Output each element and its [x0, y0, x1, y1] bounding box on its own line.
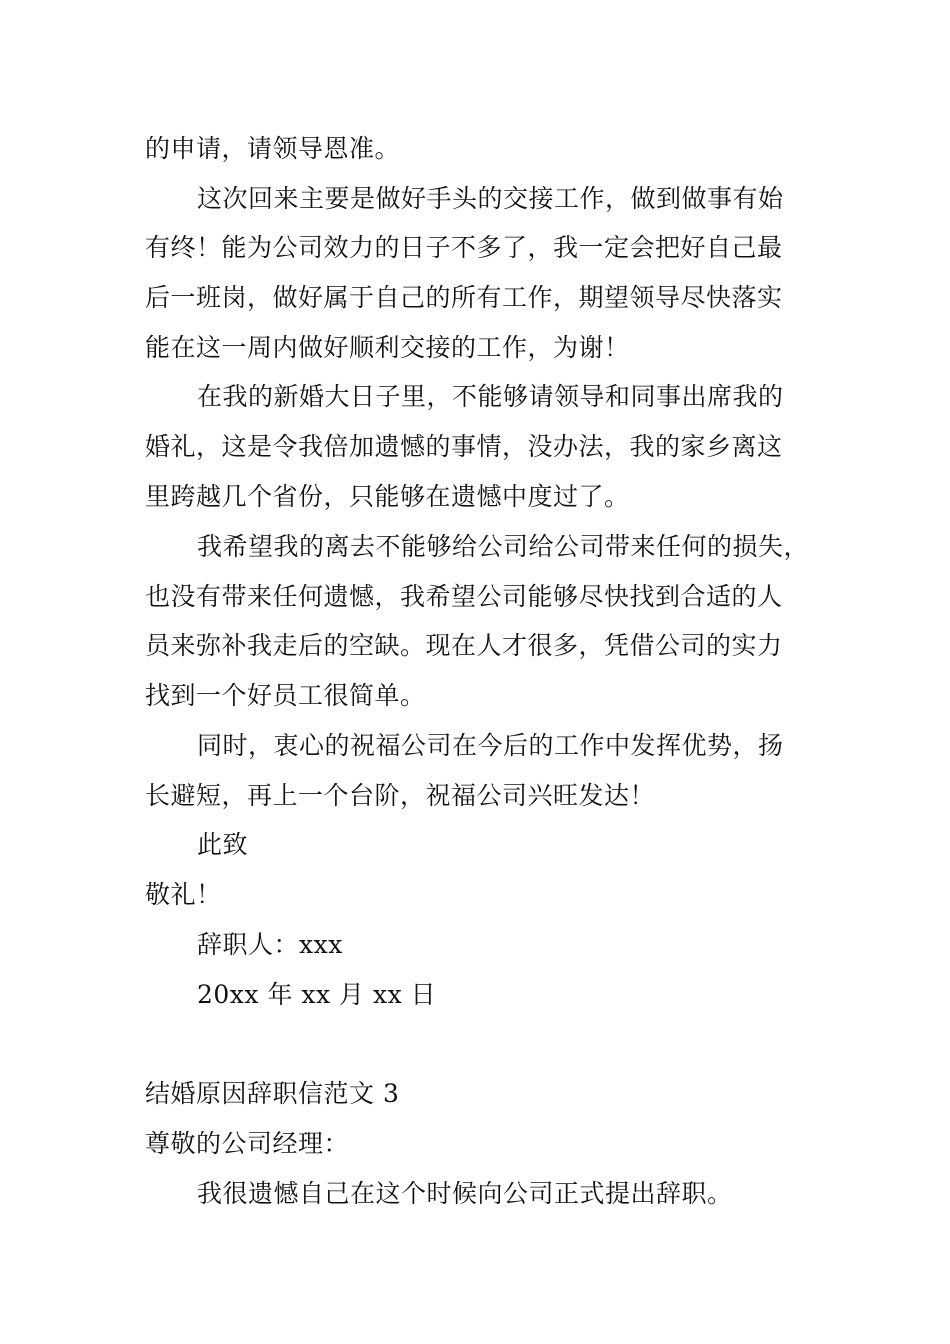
paragraph-first-line: 同时，衷心的祝福公司在今后的工作中发挥优势，扬: [197, 731, 784, 760]
paragraph-first-line: 我希望我的离去不能够给公司给公司带来任何的损失，: [197, 532, 810, 561]
text-line: 员来弥补我走后的空缺。现在人才很多，凭借公司的实力: [145, 631, 783, 660]
letter-greeting: 尊敬的公司经理：: [145, 1129, 350, 1158]
signature-date: 20xx 年 xx 月 xx 日: [197, 980, 437, 1009]
paragraph-first-line: 在我的新婚大日子里，不能够请领导和同事出席我的: [197, 382, 784, 411]
paragraph-first-line: 我很遗憾自己在这个时候向公司正式提出辞职。: [197, 1179, 733, 1208]
closing-regards: 敬礼！: [145, 880, 222, 909]
text-line: 长避短，再上一个台阶，祝福公司兴旺发达！: [145, 781, 656, 810]
paragraph-first-line: 这次回来主要是做好手头的交接工作，做到做事有始: [197, 184, 784, 213]
closing-salutation: 此致: [197, 830, 249, 859]
text-line: 能在这一周内做好顺利交接的工作，为谢！: [145, 333, 630, 362]
text-line: 也没有带来任何遗憾，我希望公司能够尽快找到合适的人: [145, 582, 783, 611]
text-line: 找到一个好员工很简单。: [145, 681, 426, 710]
text-line: 里跨越几个省份，只能够在遗憾中度过了。: [145, 482, 630, 511]
text-line: 有终！能为公司效力的日子不多了，我一定会把好自己最: [145, 233, 783, 262]
section-title: 结婚原因辞职信范文 3: [145, 1079, 400, 1108]
signature-name: 辞职人：xxx: [197, 930, 343, 959]
text-line: 后一班岗，做好属于自己的所有工作，期望领导尽快落实: [145, 283, 783, 312]
text-line: 婚礼，这是令我倍加遗憾的事情，没办法，我的家乡离这: [145, 432, 783, 461]
text-line: 的申请，请领导恩准。: [145, 134, 401, 163]
